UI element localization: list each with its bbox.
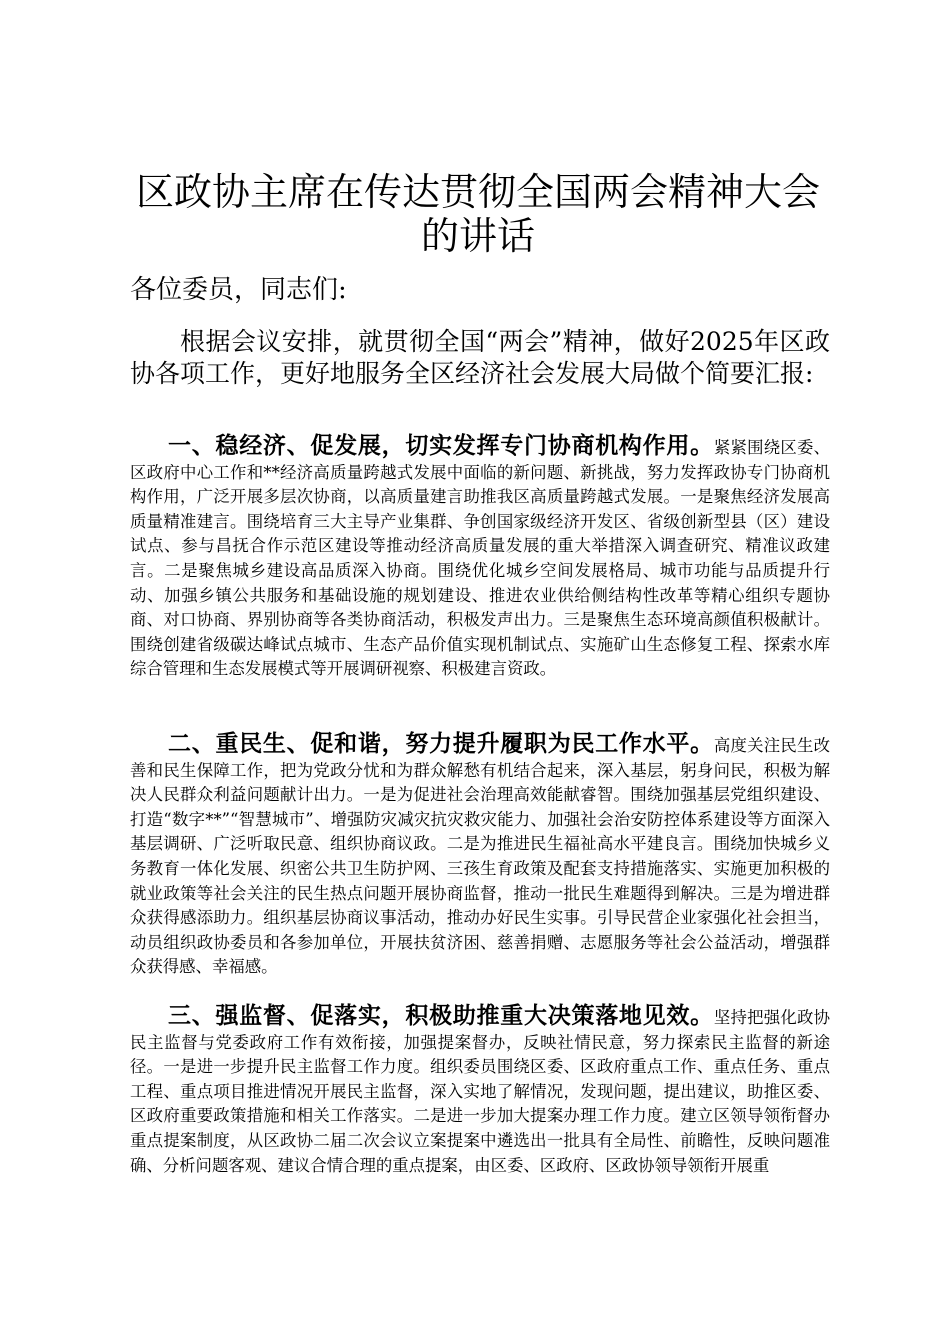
section-2-heading: 二、重民生、促和谐，努力提升履职为民工作水平。 <box>168 730 714 757</box>
section-1-body: 紧紧围绕区委、区政府中心工作和**经济高质量跨越式发展中面临的新问题、新挑战，努力发挥政协专门协商机构作用，广泛开展多层次协商，以高质量建言助推我区高质量跨越式发展。一是聚焦经济发展高质量精准建言。围绕培育三大主导产业集群、争创国家级经济开发区、省级创新型县（区）建设试点、参与昌抚合作示范区建设等推动经济高质量发展的重大举措深入调查研究、精准议政建言。二是聚焦城乡建设高品质深入协商。围绕优化城乡空间发展格局、城市功能与品质提升行动、加强乡镇公共服务和基础设施的规划建设、推进农业供给侧结构性改革等精心组织专题协商、对口协商、界别协商等各类协商活动，积极发声出力。三是聚焦生态环境高颜值积极献计。围绕创建省级碳达峰试点城市、生态产品价值实现机制试点、实施矿山生态修复工程、探索水库综合管理和生态发展模式等开展调研视察、积极建言资政。 <box>130 438 831 679</box>
section-2-body: 高度关注民生改善和民生保障工作，把为党政分忧和为群众解愁有机结合起来，深入基层，躬身问民，积极为解决人民群众利益问题献计出力。一是为促进社会治理高效能献睿智。围绕加强基层党组织建设、打造“数字**”“智慧城市”、增强防灾减灾抗灾救灾能力、加强社会治安防控体系建设等方面深入基层调研、广泛听取民意、组织协商议政。二是为推进民生福祉高水平建良言。围绕加快城乡义务教育一体化发展、织密公共卫生防护网、三孩生育政策及配套支持措施落实、实施更加积极的就业政策等社会关注的民生热点问题开展协商监督，推动一批民生难题得到解决。三是为增进群众获得感添助力。组织基层协商议事活动，推动办好民生实事。引导民营企业家强化社会担当，动员组织政协委员和各参加单位，开展扶贫济困、慈善捐赠、志愿服务等社会公益活动，增强群众获得感、幸福感。 <box>130 736 831 977</box>
section-1-paragraph <box>130 434 830 682</box>
section-3-body: 坚持把强化政协民主监督与党委政府工作有效衔接，加强提案督办，反映社情民意，努力探索民主监督的新途径。一是进一步提升民主监督工作力度。组织委员围绕区委、区政府重点工作、重点任务、重点工程、重点项目推进情况开展民主监督，深入实地了解情况，发现问题，提出建议，助推区委、区政府重要政策措施和相关工作落实。二是进一步加大提案办理工作力度。建立区领导领衔督办重点提案制度，从区政协二届二次会议立案提案中遴选出一批具有全局性、前瞻性，反映问题准确、分析问题客观、建议合情合理的重点提案，由区委、区政府、区政协领导领衔开展重 <box>130 1008 831 1175</box>
section-3-heading: 三、强监督、促落实，积极助推重大决策落地见效。 <box>168 1002 714 1029</box>
document-title: 区政协主席在传达贯彻全国两会精神大会的讲话 <box>135 170 820 258</box>
section-1-heading: 一、稳经济、促发展，切实发挥专门协商机构作用。 <box>168 432 714 459</box>
salutation: 各位委员，同志们: <box>130 275 347 305</box>
section-2-paragraph <box>130 732 830 980</box>
intro-paragraph: 根据会议安排，就贯彻全国“两会”精神，做好2025年区政协各项工作，更好地服务全区经济社会发展大局做个简要汇报: <box>130 327 830 388</box>
section-3-paragraph <box>130 1004 830 1178</box>
